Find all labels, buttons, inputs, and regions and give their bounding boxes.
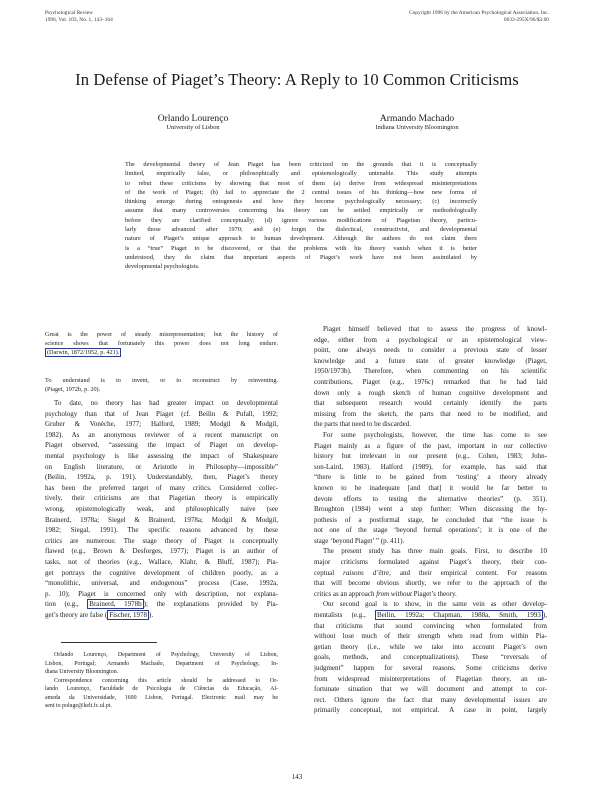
body-line: Piaget himself believed that to assess the progress of knowl-: [323, 325, 547, 333]
body-line: major criticisms formulated against Piaget’s theory, their con-: [314, 558, 547, 567]
body-line: history but irrelevant in our present (e.g., Cohen, 1983; John-: [314, 452, 547, 461]
footnote-line: ameda da Universidade, 1600 Lisbon, Portugal. Electronic mail may be: [45, 694, 278, 701]
body-line: from widespread misinterpretations of Piagetian theory, an un-: [314, 674, 547, 683]
body-line: Gruber & Vonèche, 1977; Halford, 1989; Modgil & Modgil,: [45, 420, 278, 429]
article-title: In Defense of Piaget’s Theory: A Reply to 10 Common Criticisms: [75, 70, 519, 89]
body-line: contributions, Piaget (e.g., 1976c) remarked that he had laid: [314, 377, 547, 386]
body-line: point, one always needs to consider a previous state of lesser: [314, 346, 547, 355]
abstract-line: limited, empirically false, or philosophically and epistemologically untenable. This study attempts: [125, 170, 477, 178]
citation-link[interactable]: (Darwin, 1872/1952, p. 421).: [47, 349, 120, 357]
abstract-line: developmental psychologists.: [125, 263, 200, 271]
abstract: [125, 160, 477, 272]
body-line: getian theory (i.e., while we take into account Piaget’s own: [314, 642, 547, 651]
copyright-line: Copyright 1996 by the American Psychological Association, Inc.: [409, 10, 549, 16]
epigraph-line: To understand is to invent, or to reconstruct by reinventing.: [45, 376, 278, 384]
body-line: For some psychologists, however, the time has come to see: [323, 430, 547, 439]
abstract-line: nature of Piaget’s unique approach to human development. Although the authors do not claim there: [125, 235, 477, 243]
body-line: down only a rough sketch of human cognitive development and: [314, 388, 547, 397]
author-affiliation: University of Lisbon: [166, 124, 220, 131]
body-line: devote efforts to testing the alternative theories” (p. 351).: [314, 494, 547, 503]
citation-link[interactable]: Beilin, 1992a; Chapman, 1988a, Smith, 1993: [377, 611, 541, 620]
body-line: goals, methods, and conceptualizations). These “reversals of: [314, 653, 547, 662]
body-line: 1982). As an anonymous reviewer of a recent manuscript on: [45, 430, 278, 439]
body-line: son-Laird, 1983). Halford (1989), for example, has said that: [314, 462, 547, 471]
body-line: tively, their criticisms are that Piagetian theory is empirically: [45, 494, 278, 503]
citation-link[interactable]: Brainerd, 1978b: [89, 600, 142, 609]
abstract-line: of the work of Piaget; (b) fail to appreciate the 2 central issues of his thinking—how new forms of: [125, 188, 477, 196]
journal-header-right: [409, 10, 549, 24]
body-line: p. 10); Piaget is concerned only with description, not explana-: [45, 589, 278, 598]
body-line: Brainerd, 1978a; Siegel & Brainerd, 1978a; Modgil & Modgil,: [45, 515, 278, 524]
body-line: The present study has three main goals. First, to describe 10: [323, 547, 547, 556]
author-name: Orlando Lourenço: [157, 113, 229, 124]
paragraph-piaget-belief: [314, 324, 547, 430]
body-line: tion (e.g., Brainerd, 1978b ); the explanations provided by Pia-: [45, 600, 278, 609]
author-affiliation: Indiana University Bloomington: [375, 124, 459, 131]
body-line: rect. Others ignore the fact that many developmental issues are: [314, 695, 547, 704]
abstract-line: assume that many controversies concerning his theory can be settled empirically or methodologically: [125, 207, 477, 215]
body-line: without lose much of their strength when read from within Pia-: [314, 632, 547, 641]
abstract-line: understood, they do claim that important aspects of Piaget’s work have not been assimilated by: [125, 253, 477, 261]
page-number: 143: [291, 773, 303, 781]
abstract-line: thinking emerge during ontogenesis and how they become psychologically necessary; (c) incorrectly: [125, 198, 477, 206]
body-line: that will become obvious shortly, we refer to the approach of the: [314, 579, 547, 588]
paragraph-goals: [314, 546, 547, 599]
body-line: Broughton (1984) went a step further: When discussing the hy-: [314, 505, 547, 514]
epigraph-line: Great is the power of steady misrepresentation; but the history of: [45, 331, 278, 338]
footnote-rule: [61, 642, 157, 644]
issn-line: 0033-295X/96/$3.00: [503, 17, 549, 23]
body-line: Our second goal is to show, in the same vein as other develop-: [323, 600, 547, 609]
body-line: (Beilin, 1992a, p. 191). Understandably, then, Piaget’s theory: [45, 473, 278, 482]
body-line: not one of the stage ‘beyond formal operations’; it is one of the: [314, 526, 547, 535]
body-line: wrong, epistemologically weak, and philosophically naive (see: [45, 504, 278, 513]
body-line: “there is little to be gained from ‘testing’ a theory already: [314, 473, 547, 482]
body-line: judgment” happen for several reasons. Some criticisms derive: [314, 664, 547, 672]
author-block-1: [93, 113, 293, 132]
body-line: pothesis of a postformal stage, he concluded that “the issue is: [314, 515, 547, 524]
body-line: fortunate situation that we will document and attempt to cor-: [314, 685, 547, 694]
abstract-line: to rebut these criticisms by showing that most of them (a) derive from widespread misinterpretations: [125, 179, 477, 187]
body-line: get’s theory are false ( Fischer, 1978 ).: [45, 610, 154, 619]
epigraph-piaget: [45, 376, 278, 394]
body-line: mental psychology is like assessing the impact of Shakespeare: [45, 451, 278, 460]
body-line: on English literature, or Aristotle in Philosophy—impossible”: [45, 462, 278, 471]
body-line: “monolithic, universal, and endogenous” process (Case, 1992a,: [45, 579, 278, 588]
left-column: [45, 330, 278, 710]
footnote-line: diana University Bloomington.: [45, 669, 119, 676]
body-line: that criticisms that sound convincing when formulated from: [314, 621, 547, 630]
body-line: ceptual raisons d’être, and their empirical content. For reasons: [314, 568, 547, 577]
body-line: flawed (e.g., Brown & Desforges, 1977); Piaget is an author of: [45, 547, 278, 556]
body-line: psychology than that of Jean Piaget (cf. Beilin & Pufall, 1992;: [45, 409, 278, 418]
body-line: critics as an approach from without Piaget’s theory.: [314, 589, 457, 598]
abstract-line: is a “true” Piaget to be discovered, or that the problems with his theory vanish when it is better: [125, 244, 477, 252]
epigraph-line: (Piaget, 1972b, p. 20).: [45, 385, 101, 393]
footnote-email[interactable]: sent to poluge@kelt.fc.ul.pt.: [45, 702, 112, 709]
author-block-2: [317, 113, 517, 132]
body-line: primarily conceptual, not empirical. A case in point, largely: [314, 706, 547, 715]
paragraph-second-goal: [314, 599, 547, 716]
epigraph-line: science shows that fortunately this power does not long endure.: [45, 340, 278, 348]
body-line: get portrays the cognitive development of children poorly, as a: [45, 568, 278, 577]
footnote-line: Lisbon, Portugal; Armando Machado, Department of Psychology, In-: [45, 660, 278, 667]
author-footnote: [45, 651, 278, 710]
footnote-line: lando Lourenço, Faculdade de Psicologia de Ciências da Educação, Al-: [45, 686, 278, 693]
body-line: 1982; Siegal, 1991). The specific reasons advanced by these: [45, 526, 278, 535]
body-line: tasks, not of theories (e.g., Wallace, Klahr, & Bluff, 1987); Pia-: [45, 557, 278, 566]
right-column: [314, 324, 547, 716]
journal-volume: 1996, Vol. 103, No. 1, 143–164: [45, 17, 113, 23]
journal-name: Psychological Review: [45, 10, 94, 16]
body-line: knowledge and a future state of greater knowledge (Piaget,: [314, 356, 547, 365]
body-line: mentalists (e.g., Beilin, 1992a; Chapman, 1988a, Smith, 1993 ),: [314, 611, 547, 620]
body-line: missing from the sketch, the parts that need to be modified, and: [314, 409, 547, 418]
body-line: edge, either from a psychological or an epistemological view-: [314, 335, 547, 344]
body-line: has been the preferred target of many critics. Considered collec-: [45, 483, 278, 492]
body-line: stage ‘beyond Piaget’ ” (p. 411).: [314, 536, 405, 545]
abstract-line: The developmental theory of Jean Piaget has been criticized on the grounds that it is conceptually: [125, 161, 477, 168]
citation-link[interactable]: Fischer, 1978: [109, 610, 148, 619]
paragraph-figure-of-past: [314, 430, 547, 547]
body-line: that subsequent research would certainly identify the parts: [314, 399, 547, 408]
body-line: the parts that need to be discarded.: [314, 420, 411, 429]
footnote-line: Correspondence concerning this article should be addressed to Or-: [54, 677, 278, 684]
body-line: critics are numerous: The stage theory of Piaget is conceptually: [45, 536, 278, 545]
intro-paragraph: [45, 398, 278, 620]
body-line: Piaget observed, “assessing the impact of Piaget on develop-: [45, 441, 278, 450]
journal-header-left: [45, 10, 113, 24]
body-line: Piaget mainly as a figure of the past, important in our collective: [314, 441, 547, 450]
abstract-line: before they are clarified conceptually; (d) ignore various modifications of Piagetian theory, particu-: [125, 216, 477, 224]
footnote-line: Orlando Lourenço, Department of Psychology, University of Lisbon,: [54, 652, 278, 659]
epigraph-darwin: [45, 330, 278, 358]
body-line: 1950/1973b). Therefore, when commenting on his scientific: [314, 367, 547, 376]
author-name: Armando Machado: [379, 113, 455, 124]
body-line: known to be inadequate [and that] it would be far better to: [314, 483, 547, 492]
abstract-line: larly those advanced after 1970; and (e) forget the dialectical, constructivist, and developmental: [125, 226, 477, 234]
body-line: To date, no theory has had greater impact on developmental: [54, 399, 278, 408]
